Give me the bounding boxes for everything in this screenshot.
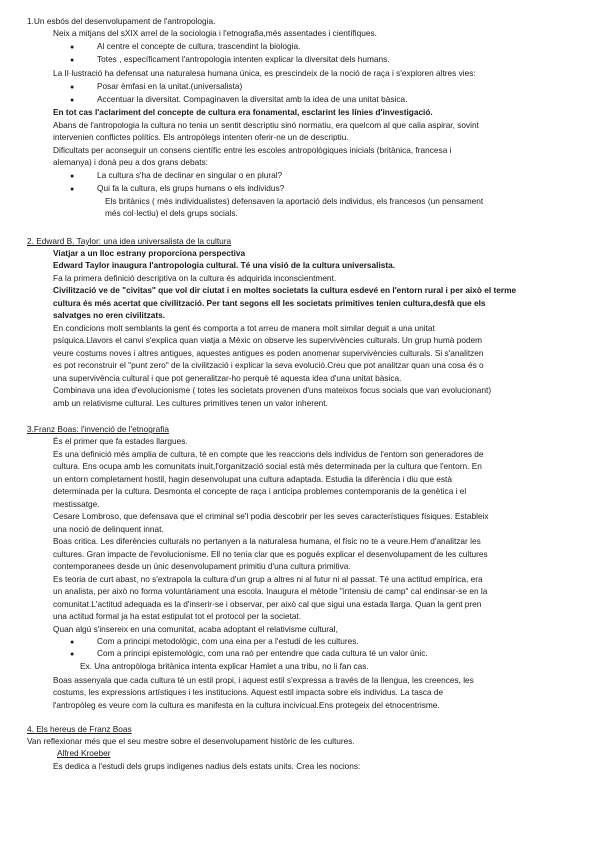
section-3-line: mestissatge. <box>53 499 100 509</box>
section-3-line: costums, les expressions artístiques i les institucions. Aquest estil impacta sobre els individus. La tasca de <box>53 687 444 697</box>
section-3-line: Es una definició més amplia de cultura, té en compte que les reaccions dels individus de l'entorn son generadores de <box>53 449 484 459</box>
section-1-bullet-text: Posar èmfasi en la unitat.(universalista) <box>97 81 243 91</box>
section-2-line: Edward Taylor inaugura l'antropologia cultural. Té una visió de la cultura universalista. <box>53 260 396 270</box>
section-3-line: Cesare Lombroso, que defensava que el criminal se'l podia descobrir per les seves característiques físiques. Estableix <box>53 511 489 521</box>
section-3-line: una actitud formal ja ha estat estipulat tot el protocol per la societat. <box>53 611 302 621</box>
section-2-line: En condicions molt semblants la gent és comporta a tot arreu de manera molt similar deguit a una unitat <box>53 323 435 333</box>
section-2-line: veure costums noves i altres antigues, aquestes antigues es poden anomenar supervivències culturals. Si s'analitzen <box>53 348 484 358</box>
section-2-line: cultura és més acertat que civilització. Per tant segons ell les societats primitives tenien cultura,desfà que els <box>53 298 486 308</box>
section-3-line: una noció de delinquent innat. <box>53 524 164 534</box>
section-3-line: un entorn completament hostil, hagin desenvolupat una cultura adaptada. Estudia la diferència i diu que està <box>53 474 452 484</box>
section-4-line: Es dedica a l'estudi dels grups indígenes nadius dels estats units. Crea les nocions: <box>53 761 361 771</box>
section-4-subheading: Alfred Kroeber <box>57 748 111 758</box>
section-2-line: salvatges no eren civilitzats. <box>53 310 166 320</box>
section-2-line: amb un relativisme cultural. Les cultures primitives tenen un valor inherent. <box>53 398 328 408</box>
section-3-bullet-text: Com a principi metodològic, com una eina per a l'estudi de les cultures. <box>97 636 359 646</box>
section-3-line: Quan algú s'insereix en una comunitat, acaba adoptant el relativisme cultural, <box>53 624 338 634</box>
bullet-icon: ● <box>70 57 75 64</box>
section-3-line: contemporanees desde un únic desenvolupament primitiu d'una cultura primitiva. <box>53 561 351 571</box>
section-3-line: cultures. Gran impacte de l'evolucionisme. Ell no tenia clar que es pogués explicar el desenvolupament de les cultures <box>53 549 488 559</box>
bullet-icon: ● <box>70 44 75 51</box>
bullet-icon: ● <box>70 186 75 193</box>
section-3-line: l'antropòleg es veure com la cultura es manifesta en la cultura incivicual.Ens protegeix del etnocentrisme. <box>53 700 440 710</box>
section-3-example: Ex. Una antropòloga britànica intenta explicar Hamlet a una tribu, no li fan cas. <box>80 661 369 671</box>
section-1-line: La Il·lustració ha defensat una naturalesa humana única, es prescindeix de la noció de raça i s'exploren altres vies: <box>53 68 476 78</box>
section-2-line: es pot reconstruir el "punt zero" de la civilització i explicar la seva evolució.Creu que pot analitzar quan una cosa és o <box>53 360 484 370</box>
section-2-line: una supervivència cultural i que pot generalitzar-ho perquè té aquesta idea d'una unitat bàsica. <box>53 373 402 383</box>
section-1-line: Dificultats per aconseguir un consens científic entre les escoles antropològiques inicials (britànica, francesa i <box>53 145 452 155</box>
section-2-line: Combinava una idea d'evolucionisme ( totes les societats provenen d'uns mateixos focus socials que van evolucionant) <box>53 385 492 395</box>
section-1-subline: més col·lectiu) el dels grups socials. <box>105 208 238 218</box>
section-4-line: Van reflexionar més que el seu mestre sobre el desenvolupament històric de les cultures. <box>27 736 355 746</box>
section-1-subline: Els britànics ( més individualistes) defensaven la aportació dels individus, els francesos (un pensament <box>105 196 484 206</box>
section-1-bullet-text: La cultura s'ha de declinar en singular o en plural? <box>97 170 283 180</box>
section-2-line: Fa la primera definició descriptiva on la cultura és adquirida inconscientment. <box>53 273 337 283</box>
section-1-line: intervenien conflictes polítics. Els antropòlegs intenten oferir-ne un de descriptiu. <box>53 132 349 142</box>
section-2-heading: 2. Edward B. Taylor: una idea universalista de la cultura <box>27 236 232 246</box>
section-2-line: psíquica.Llavors el canvi s'explica quan viatja a Mèxic on observe les supervivències culturals. Un grup humà podem <box>53 335 483 345</box>
section-3-line: És el primer que fa estades llargues. <box>53 436 188 446</box>
section-3-line: Boas critica. Les diferències culturals no pertanyen a la naturalesa humana, el físic no te a veure.Hem d'analitzar les <box>53 536 481 546</box>
section-3-line: un analista, per això no forma voluntàriament una escola. Inaugura el mètode "intensiu de camp" cal endinsar-se en la <box>53 586 488 596</box>
bullet-icon: ● <box>70 84 75 91</box>
section-2-line: Viatjar a un lloc estrany proporciona perspectiva <box>53 248 246 258</box>
section-1-bullet-text: Accentuar la diversitat. Compaginaven la diversitat amb la idea de una unitat bàsica. <box>97 94 408 104</box>
section-1-line: Neix a mitjans del sXIX arrel de la sociologia i l'etnografia,més assentades i científiques. <box>53 28 377 38</box>
bullet-icon: ● <box>70 97 75 104</box>
section-3-bullet-text: Com a principi epistemològic, com una raó per entendre que cada cultura té un valor únic. <box>97 648 428 658</box>
section-1-bullet-text: Totes , específicament l'antropologia intenten explicar la diversitat dels humans. <box>97 54 390 64</box>
section-3-line: determinada per la cultura. Desmonta el concepte de raça i anticipa problemes contemporanis de la genètica i el <box>53 486 467 496</box>
section-3-heading: 3.Franz Boas: l'invenció de l'etnografia <box>27 424 169 434</box>
section-1-bullet-text: Al centre el concepte de cultura, trascendint la biologia. <box>97 41 301 51</box>
bullet-icon: ● <box>70 651 75 658</box>
section-3-line: comunitat.L'actitud adequada es la d'inserir-se i observar, per això cal que sigui una estada llarga. Quan la gent pren <box>53 599 482 609</box>
section-3-line: Boas assenyala que cada cultura té un estil propi, i aquest estil s'expressa a través de la llengua, les creences, les <box>53 675 474 685</box>
section-1-line: Abans de l'antropologia la cultura no tenia un sentit descriptiu sinó normatiu, era quelcom al que calia aspirar, sovint <box>53 120 479 130</box>
section-2-line: Civilització ve de "civitas" que vol dir ciutat i en moltes societats la cultura esdevé en l'entorn rural i per això el terme <box>53 285 517 295</box>
section-1-heading: 1.Un esbós del desenvolupament de l'antropologia. <box>27 16 216 26</box>
section-4-heading: 4. Els hereus de Franz Boas <box>27 724 132 734</box>
section-3-line: Es teoria de curt abast, no s'extrapola la cultura d'un grup a altres ni al futur ni al passat. Té una actitud empírica, era <box>53 574 483 584</box>
section-1-line: En tot cas l'aclariment del concepte de cultura era fonamental, esclarint les línies d'investigació. <box>53 107 433 117</box>
section-3-line: cultura. Ens ocupa amb les comunitats inuit,l'organització social està més determinada per la cultura que l'entorn. En <box>53 461 482 471</box>
bullet-icon: ● <box>70 173 75 180</box>
bullet-icon: ● <box>70 639 75 646</box>
section-1-line: alemanya) i donà peu a dos grans debats: <box>53 157 208 167</box>
section-1-bullet-text: Qui fa la cultura, els grups humans o els individus? <box>97 183 285 193</box>
